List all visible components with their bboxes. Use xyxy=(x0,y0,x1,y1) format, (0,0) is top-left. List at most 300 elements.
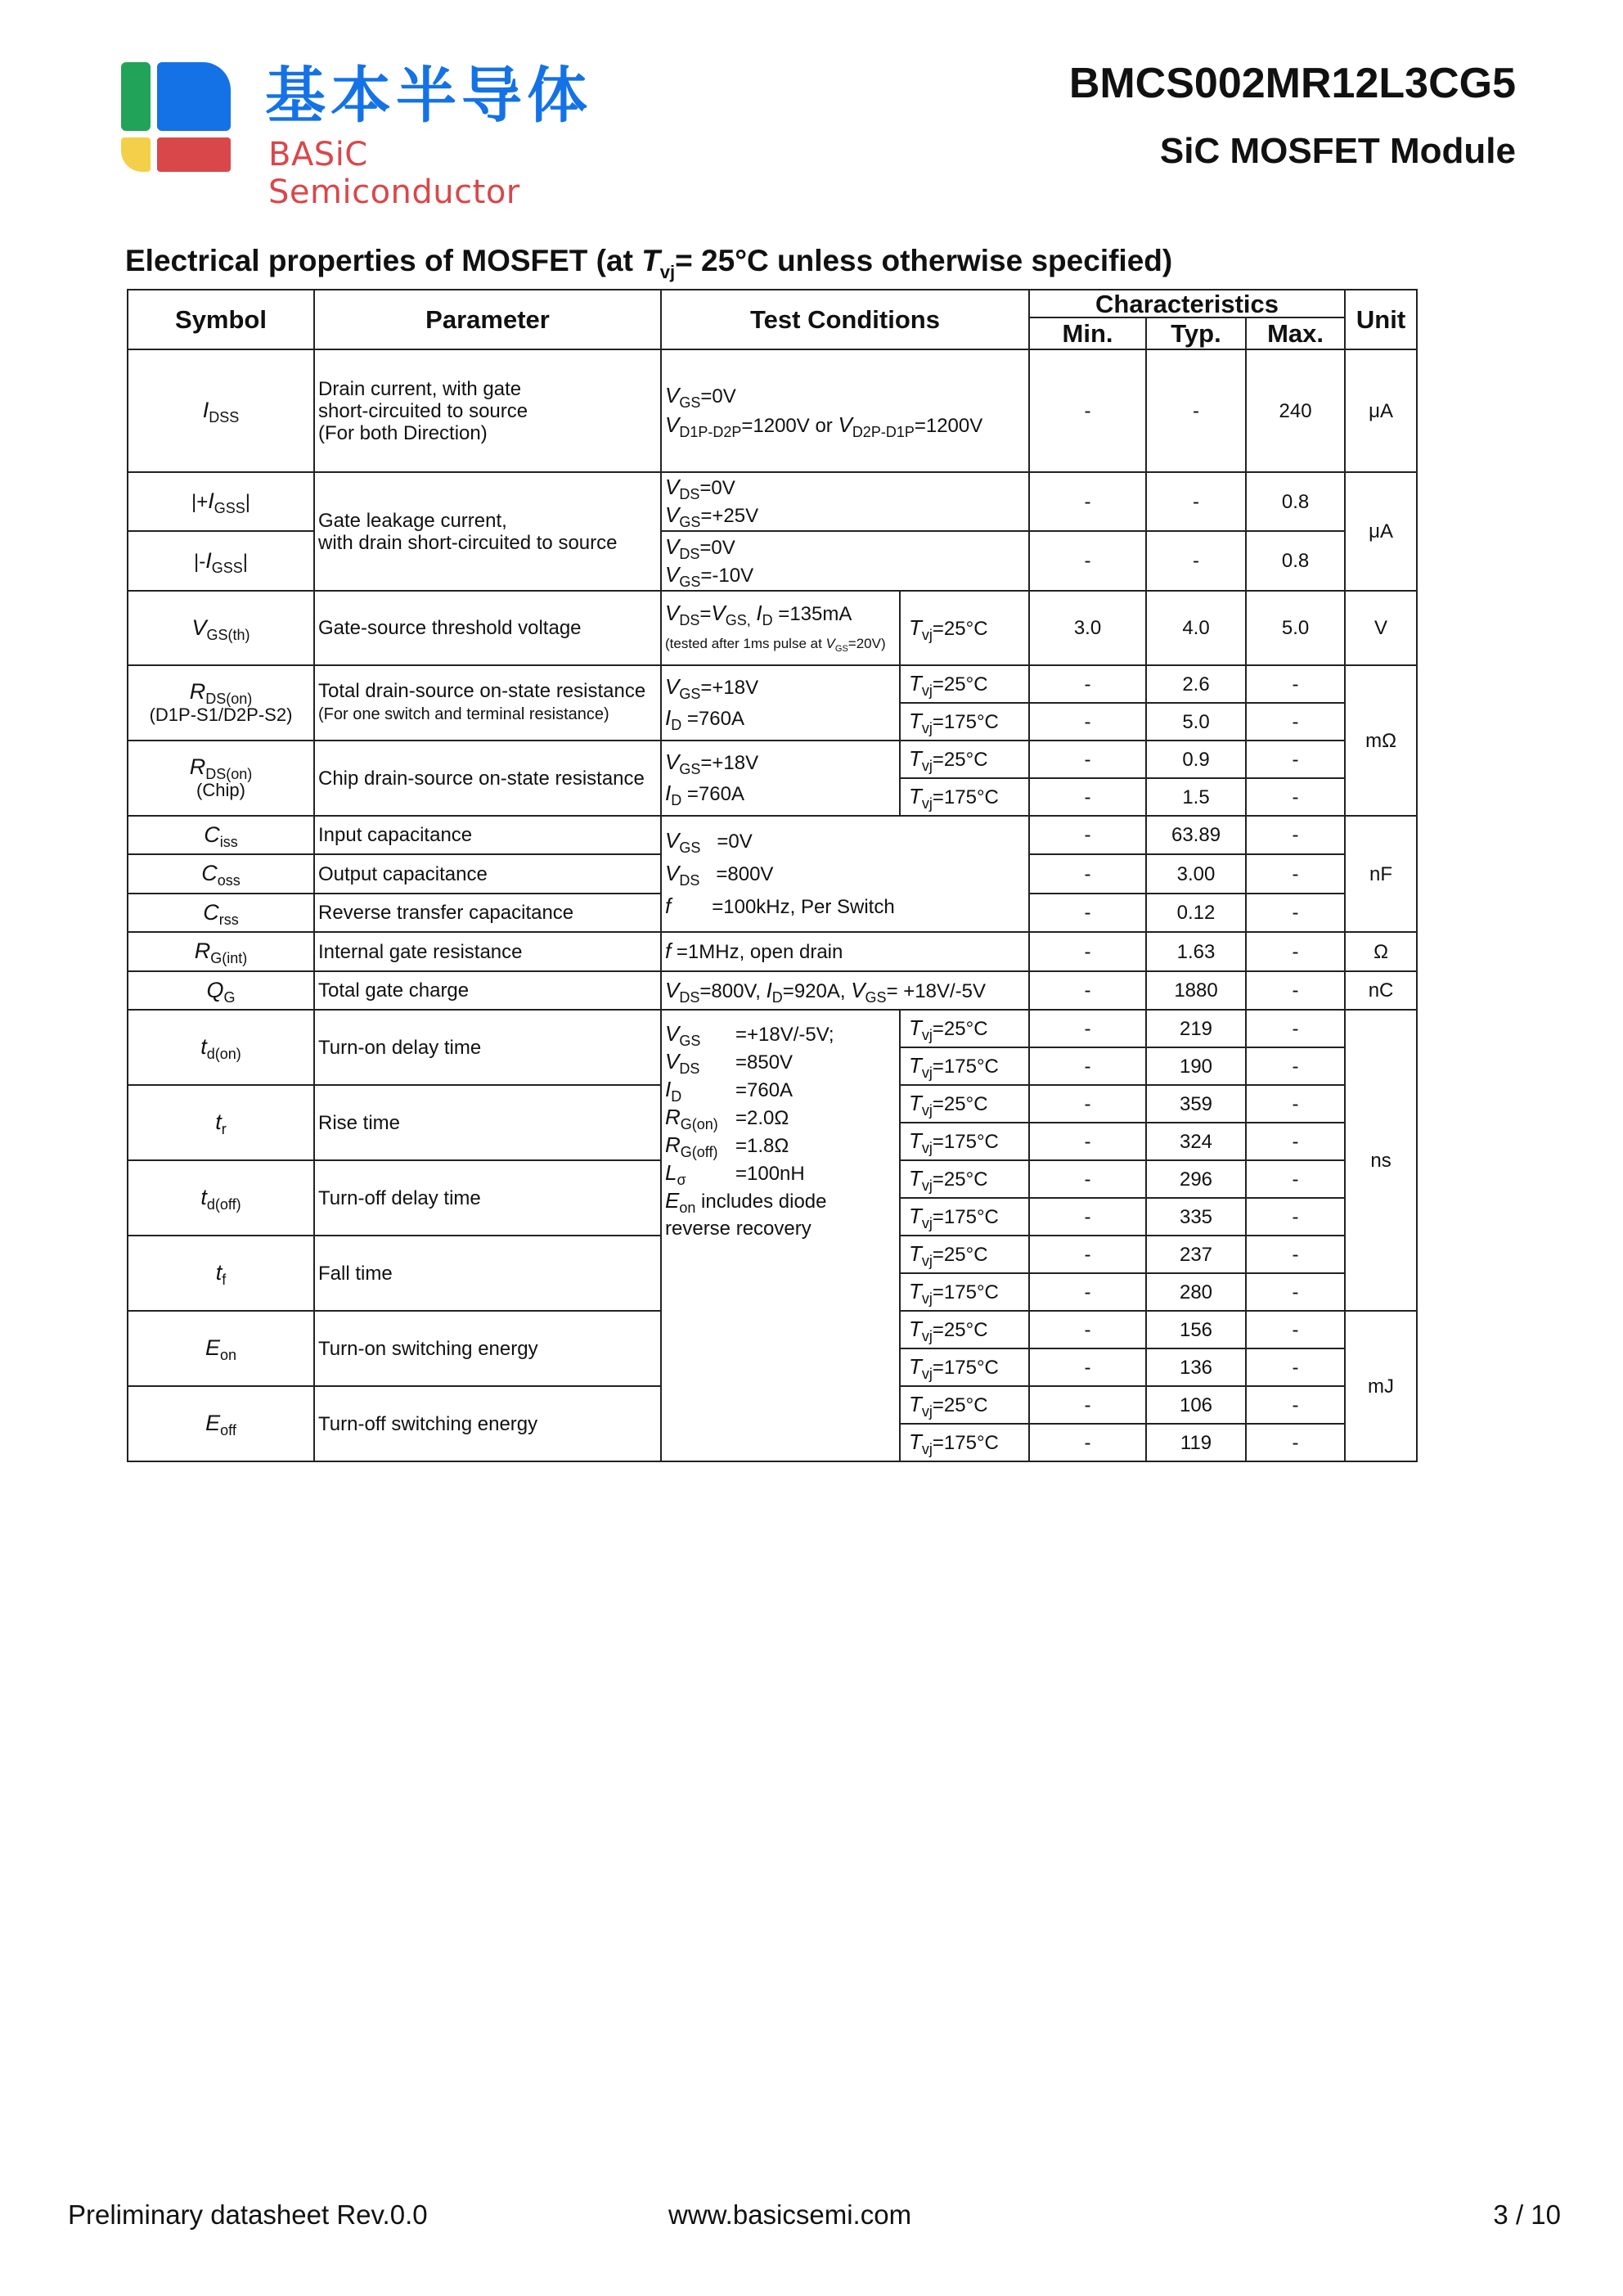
max-igss-pos: 0.8 xyxy=(1246,472,1345,531)
cell-text-fragment: G xyxy=(223,988,236,1006)
cell-text-fragment: includes diode xyxy=(695,1191,827,1213)
cell-text-fragment: (For both Direction) xyxy=(318,421,488,444)
cell-text-fragment: I xyxy=(205,547,212,573)
min-eon-25: - xyxy=(1029,1311,1146,1348)
cell-text-fragment: =1200V xyxy=(914,415,983,437)
max-rdson-chip-25: - xyxy=(1246,741,1345,778)
tvj-rdson-chip-25 xyxy=(900,741,1029,778)
max-qg: - xyxy=(1246,971,1345,1010)
unit-igss: μA xyxy=(1345,472,1417,591)
cell-text-fragment: d(off) xyxy=(206,1196,241,1213)
typ-tf-25: 237 xyxy=(1146,1236,1246,1273)
symbol-tdon xyxy=(128,1010,314,1085)
header-characteristics: Characteristics xyxy=(1029,290,1345,317)
symbol-igss-pos xyxy=(128,472,314,531)
cell-text-fragment: =920A, xyxy=(782,979,852,1002)
symbol-rgint xyxy=(128,932,314,971)
header-min: Min. xyxy=(1029,317,1146,349)
conditions-switching xyxy=(661,1010,900,1461)
cell-text-fragment: I xyxy=(766,977,772,1002)
cell-text-fragment: V xyxy=(665,977,680,1002)
cell-text-fragment: =+18V xyxy=(700,677,759,699)
cell-text-fragment: I xyxy=(665,705,672,730)
cell-text-fragment: V xyxy=(665,674,680,699)
min-rdson-chip-25: - xyxy=(1029,741,1146,778)
cell-text-fragment: =25°C xyxy=(932,1319,988,1341)
unit-vgsth: V xyxy=(1345,591,1417,665)
cell-text-fragment: r xyxy=(221,1121,227,1137)
product-type: SiC MOSFET Module xyxy=(1159,131,1516,171)
cell-text-fragment: G(int) xyxy=(210,950,248,966)
header-parameter: Parameter xyxy=(314,290,661,349)
symbol-tr xyxy=(128,1085,314,1160)
cell-text-fragment: =+18V/-5V; xyxy=(735,1024,834,1046)
symbol-crss xyxy=(128,894,314,932)
parameter-eoff: Turn-off switching energy xyxy=(314,1386,661,1461)
cell-text-fragment: =800V, xyxy=(699,979,767,1002)
cell-text-fragment: vj xyxy=(921,1403,933,1420)
parameter-tf: Fall time xyxy=(314,1236,661,1311)
cell-text-fragment: T xyxy=(909,1392,922,1416)
cell-text-fragment: V xyxy=(665,412,680,437)
cell-text-fragment: t xyxy=(215,1110,222,1134)
cell-text-fragment: GS xyxy=(679,840,701,856)
cell-text-fragment: V xyxy=(665,861,680,885)
conditions-capacitance xyxy=(661,816,1029,932)
min-tf-25: - xyxy=(1029,1236,1146,1273)
min-ciss: - xyxy=(1029,816,1146,854)
tvj-tdoff-25 xyxy=(900,1160,1029,1198)
section-title-symbol: T xyxy=(641,244,660,277)
cell-text-fragment: = xyxy=(699,602,712,625)
cell-text-fragment: on xyxy=(219,1347,237,1363)
cell-text-fragment: GS xyxy=(679,514,701,530)
typ-eon-175: 136 xyxy=(1146,1348,1246,1386)
cell-text-fragment: GS xyxy=(679,686,701,702)
typ-idss: - xyxy=(1146,349,1246,472)
symbol-eon xyxy=(128,1311,314,1386)
min-eoff-25: - xyxy=(1029,1386,1146,1424)
cell-text-fragment: =+25V xyxy=(700,505,759,527)
symbol-idss xyxy=(128,349,314,472)
cell-text-fragment: vj xyxy=(921,1366,933,1382)
cell-text-fragment: =1200V or xyxy=(741,415,838,437)
cell-text-fragment: Total drain-source on-state resistance xyxy=(318,680,646,702)
cell-text-fragment: V xyxy=(665,561,680,587)
min-crss: - xyxy=(1029,894,1146,932)
max-tf-25: - xyxy=(1246,1236,1345,1273)
symbol-igss-neg xyxy=(128,531,314,591)
typ-ciss: 63.89 xyxy=(1146,816,1246,854)
cell-text-fragment: =850V xyxy=(735,1051,794,1074)
cell-text-fragment: DS(on) xyxy=(205,690,253,707)
cell-text-fragment: T xyxy=(909,1429,922,1454)
section-title-subscript: vj xyxy=(659,262,676,282)
cell-text-fragment: =0V xyxy=(700,385,736,407)
min-tf-175: - xyxy=(1029,1273,1146,1311)
cell-text-fragment: | xyxy=(242,550,248,573)
cell-text-fragment: L xyxy=(665,1160,677,1185)
cell-text-fragment: V xyxy=(665,1021,680,1046)
cell-text-fragment: R xyxy=(189,678,206,704)
cell-text-fragment: I xyxy=(208,488,214,513)
min-tdon-25: - xyxy=(1029,1010,1146,1047)
cell-text-fragment: =760A xyxy=(735,1079,794,1101)
header-typ: Typ. xyxy=(1146,317,1246,349)
cell-text-fragment: =+18V xyxy=(700,752,759,774)
typ-igss-pos: - xyxy=(1146,472,1246,531)
tvj-eon-25 xyxy=(900,1311,1029,1348)
typ-rdson-total-25: 2.6 xyxy=(1146,665,1246,703)
cell-text-fragment: V xyxy=(665,600,680,625)
part-number: BMCS002MR12L3CG5 xyxy=(1068,60,1516,107)
table-row-igss-pos xyxy=(128,472,1417,531)
cell-text-fragment: vj xyxy=(921,626,933,643)
cell-text-fragment: d(on) xyxy=(206,1046,241,1062)
cell-text-fragment: T xyxy=(909,784,922,808)
parameter-coss: Output capacitance xyxy=(314,854,661,894)
cell-text-fragment: GSS xyxy=(214,500,245,516)
cell-text-fragment: =175°C xyxy=(932,1357,999,1379)
cell-text-fragment: D xyxy=(671,717,682,733)
typ-tr-175: 324 xyxy=(1146,1123,1246,1160)
min-coss: - xyxy=(1029,854,1146,894)
min-rdson-total-25: - xyxy=(1029,665,1146,703)
cell-text-fragment: vj xyxy=(921,1253,933,1269)
cell-text-fragment: V xyxy=(665,475,680,499)
symbol-eoff xyxy=(128,1386,314,1461)
max-igss-neg: 0.8 xyxy=(1246,531,1345,591)
cell-text-fragment: =800V xyxy=(716,863,774,885)
min-eon-175: - xyxy=(1029,1348,1146,1386)
cell-text-fragment: V xyxy=(665,1049,680,1074)
cell-text-fragment: E xyxy=(205,1335,220,1360)
min-vgsth: 3.0 xyxy=(1029,591,1146,665)
company-logo xyxy=(121,61,604,211)
cell-text-fragment: =175°C xyxy=(932,1281,999,1303)
typ-tdoff-175: 335 xyxy=(1146,1198,1246,1236)
cell-text-fragment: t xyxy=(200,1185,207,1209)
cell-text-fragment: T xyxy=(909,746,922,771)
cell-text-fragment: GS xyxy=(834,643,848,654)
cell-text-fragment: =100nH xyxy=(735,1163,805,1185)
parameter-crss: Reverse transfer capacitance xyxy=(314,894,661,932)
typ-tdoff-25: 296 xyxy=(1146,1160,1246,1198)
cell-text-fragment: T xyxy=(909,671,922,696)
min-tdoff-25: - xyxy=(1029,1160,1146,1198)
parameter-igss xyxy=(314,472,661,591)
typ-qg: 1880 xyxy=(1146,971,1246,1010)
cell-text-fragment: V xyxy=(825,635,835,651)
max-eoff-175: - xyxy=(1246,1424,1345,1461)
unit-rgint: Ω xyxy=(1345,932,1417,971)
max-rgint: - xyxy=(1246,932,1345,971)
conditions-rdson-chip xyxy=(661,741,900,816)
cell-text-fragment: vj xyxy=(921,720,933,736)
cell-text-fragment: vj xyxy=(921,1102,933,1119)
cell-text-fragment: = +18V/-5V xyxy=(886,979,986,1002)
table-row-vgsth xyxy=(128,591,1417,665)
parameter-rdson-chip: Chip drain-source on-state resistance xyxy=(314,741,661,816)
header-symbol: Symbol xyxy=(128,290,314,349)
min-rgint: - xyxy=(1029,932,1146,971)
unit-rdson: mΩ xyxy=(1345,665,1417,816)
typ-eon-25: 156 xyxy=(1146,1311,1246,1348)
symbol-ciss xyxy=(128,816,314,854)
parameter-tr: Rise time xyxy=(314,1085,661,1160)
conditions-igss-pos xyxy=(661,472,1029,531)
cell-text-fragment: G(off) xyxy=(680,1144,718,1160)
typ-rdson-total-175: 5.0 xyxy=(1146,703,1246,741)
cell-text-fragment: =175°C xyxy=(932,1056,999,1078)
tvj-tf-175 xyxy=(900,1273,1029,1311)
cell-text-fragment: GS xyxy=(679,394,701,411)
cell-text-fragment: DS xyxy=(679,988,700,1006)
cell-text-fragment: =25°C xyxy=(932,749,988,771)
symbol-tdoff xyxy=(128,1160,314,1236)
symbol-qg xyxy=(128,971,314,1010)
cell-text-fragment: T xyxy=(909,709,922,733)
cell-text-fragment: T xyxy=(909,1354,922,1379)
parameter-ciss: Input capacitance xyxy=(314,816,661,854)
tvj-vgsth xyxy=(900,591,1029,665)
cell-text-fragment: f xyxy=(222,1272,227,1288)
table-row-idss xyxy=(128,349,1417,472)
cell-text-fragment: =25°C xyxy=(932,1093,988,1115)
typ-tdon-175: 190 xyxy=(1146,1047,1246,1085)
parameter-idss xyxy=(314,349,661,472)
footer-website-link[interactable]: www.basicsemi.com xyxy=(668,2199,912,2230)
cell-text-fragment: DSS xyxy=(209,409,240,425)
cell-text-fragment: f xyxy=(665,894,672,918)
cell-text-fragment: V xyxy=(191,615,207,640)
min-tr-175: - xyxy=(1029,1123,1146,1160)
tvj-tdon-175 xyxy=(900,1047,1029,1085)
typ-eoff-25: 106 xyxy=(1146,1386,1246,1424)
cell-text-fragment: V xyxy=(665,502,680,527)
table-row-rdson-chip-25 xyxy=(128,741,1417,778)
tvj-eon-175 xyxy=(900,1348,1029,1386)
cell-text-fragment: V xyxy=(665,383,680,407)
cell-text-fragment: (D1P-S1/D2P-S2) xyxy=(149,704,293,725)
max-tdoff-25: - xyxy=(1246,1160,1345,1198)
parameter-vgsth: Gate-source threshold voltage xyxy=(314,591,661,665)
typ-tf-175: 280 xyxy=(1146,1273,1246,1311)
table-header-row xyxy=(128,290,1417,317)
cell-text-fragment: vj xyxy=(921,682,933,699)
cell-text-fragment: D xyxy=(771,988,783,1006)
tvj-rdson-total-175 xyxy=(900,703,1029,741)
parameter-tdon: Turn-on delay time xyxy=(314,1010,661,1085)
cell-text-fragment: off xyxy=(220,1422,236,1438)
typ-crss: 0.12 xyxy=(1146,894,1246,932)
cell-text-fragment: D2P-D1P xyxy=(852,424,915,440)
cell-text-fragment: on xyxy=(679,1200,696,1216)
tvj-rdson-total-25 xyxy=(900,665,1029,703)
min-tdoff-175: - xyxy=(1029,1198,1146,1236)
table-row-ciss xyxy=(128,816,1417,854)
min-idss: - xyxy=(1029,349,1146,472)
table-row-rgint xyxy=(128,932,1417,971)
min-qg: - xyxy=(1029,971,1146,1010)
cell-text-fragment: (tested after 1ms pulse at xyxy=(665,635,826,651)
cell-text-fragment: T xyxy=(909,1053,922,1078)
cell-text-fragment: =25°C xyxy=(932,617,988,640)
cell-text-fragment: GS xyxy=(679,573,701,590)
max-crss: - xyxy=(1246,894,1345,932)
cell-text-fragment: T xyxy=(909,1166,922,1191)
logo-mark-red xyxy=(157,137,231,172)
cell-text-fragment: =25°C xyxy=(932,1394,988,1416)
cell-text-fragment: t xyxy=(200,1034,207,1059)
cell-text-fragment: vj xyxy=(921,758,933,774)
cell-text-fragment: =175°C xyxy=(932,786,999,808)
cell-text-fragment: T xyxy=(909,1204,922,1228)
min-rdson-chip-175: - xyxy=(1029,778,1146,816)
cell-text-fragment: vj xyxy=(921,1140,933,1156)
cell-text-fragment: DS(on) xyxy=(205,765,253,782)
cell-text-fragment: =-10V xyxy=(700,564,754,587)
cell-text-fragment: DS xyxy=(679,545,700,562)
max-eoff-25: - xyxy=(1246,1386,1345,1424)
cell-text-fragment: V xyxy=(711,600,726,625)
conditions-qg xyxy=(661,971,1029,1010)
cell-text-fragment: σ xyxy=(677,1172,686,1188)
cell-text-fragment: I xyxy=(202,398,209,422)
cell-text-fragment: with drain short-circuited to source xyxy=(318,531,618,554)
max-coss: - xyxy=(1246,854,1345,894)
conditions-vgsth xyxy=(661,591,900,665)
cell-text-fragment: oss xyxy=(217,872,241,889)
cell-text-fragment: Gate leakage current, xyxy=(318,509,507,532)
cell-text-fragment: I xyxy=(665,1077,672,1101)
cell-text-fragment: vj xyxy=(921,1177,933,1194)
unit-qg: nC xyxy=(1345,971,1417,1010)
cell-text-fragment: vj xyxy=(921,1441,933,1457)
cell-text-fragment: iss xyxy=(219,833,238,850)
footer-page-number: 3 / 10 xyxy=(1493,2199,1561,2230)
typ-eoff-175: 119 xyxy=(1146,1424,1246,1461)
cell-text-fragment: G(on) xyxy=(680,1116,718,1132)
cell-text-fragment: =760A xyxy=(681,708,744,730)
symbol-tf xyxy=(128,1236,314,1311)
section-title-suffix: = 25°C unless otherwise specified) xyxy=(675,244,1173,277)
cell-text-fragment: R xyxy=(665,1105,681,1129)
cell-text-fragment: V xyxy=(665,828,680,853)
cell-text-fragment: =0V xyxy=(699,536,735,559)
cell-text-fragment: =20V) xyxy=(847,635,886,651)
cell-text-fragment: =2.0Ω xyxy=(735,1107,789,1129)
section-title xyxy=(125,244,1173,282)
cell-text-fragment: =100kHz, Per Switch xyxy=(712,896,895,918)
cell-text-fragment: vj xyxy=(921,1065,933,1081)
cell-text-fragment: reverse recovery xyxy=(665,1218,812,1240)
cell-text-fragment: GS xyxy=(679,761,701,777)
symbol-rdson-chip xyxy=(128,741,314,816)
min-tdon-175: - xyxy=(1029,1047,1146,1085)
table-row-tdon-25 xyxy=(128,1010,1417,1047)
max-rdson-total-25: - xyxy=(1246,665,1345,703)
max-rdson-chip-175: - xyxy=(1246,778,1345,816)
cell-text-fragment: T xyxy=(909,1317,922,1341)
cell-text-fragment: t xyxy=(215,1260,223,1285)
parameter-eon: Turn-on switching energy xyxy=(314,1311,661,1386)
cell-text-fragment: =135mA xyxy=(772,602,852,625)
logo-mark-blue xyxy=(157,62,231,131)
min-rdson-total-175: - xyxy=(1029,703,1146,741)
min-tr-25: - xyxy=(1029,1085,1146,1123)
tvj-tf-25 xyxy=(900,1236,1029,1273)
cell-text-fragment: V xyxy=(838,412,852,437)
typ-igss-neg: - xyxy=(1146,531,1246,591)
header-max: Max. xyxy=(1246,317,1345,349)
cell-text-fragment: T xyxy=(909,1279,922,1303)
cell-text-fragment: D1P-D2P xyxy=(679,424,742,440)
max-tr-25: - xyxy=(1246,1085,1345,1123)
table-row-qg xyxy=(128,971,1417,1010)
unit-energy: mJ xyxy=(1345,1311,1417,1461)
tvj-tr-25 xyxy=(900,1085,1029,1123)
max-tf-175: - xyxy=(1246,1273,1345,1311)
cell-text-fragment: GS, xyxy=(725,611,751,628)
cell-text-fragment: GSS xyxy=(211,559,243,576)
cell-text-fragment: T xyxy=(909,1015,922,1040)
cell-text-fragment: (For one switch and terminal resistance) xyxy=(318,705,609,723)
cell-text-fragment: =175°C xyxy=(932,1206,999,1228)
cell-text-fragment: GS xyxy=(865,988,887,1006)
footer-revision: Preliminary datasheet Rev.0.0 xyxy=(68,2199,428,2230)
typ-tr-25: 359 xyxy=(1146,1085,1246,1123)
cell-text-fragment: vj xyxy=(921,1215,933,1231)
cell-text-fragment: Q xyxy=(206,977,224,1002)
cell-text-fragment: =1.8Ω xyxy=(735,1135,789,1157)
cell-text-fragment: vj xyxy=(921,1328,933,1344)
cell-text-fragment: E xyxy=(665,1188,680,1213)
cell-text-fragment: DS xyxy=(679,611,700,628)
section-title-prefix: Electrical properties of MOSFET (at xyxy=(125,244,642,277)
vgsth-test-note xyxy=(665,635,886,654)
max-ciss: - xyxy=(1246,816,1345,854)
unit-time: ns xyxy=(1345,1010,1417,1311)
conditions-rdson-total xyxy=(661,665,900,741)
cell-text-fragment: D xyxy=(671,792,682,808)
symbol-vgsth xyxy=(128,591,314,665)
typ-tdon-25: 219 xyxy=(1146,1010,1246,1047)
logo-text-chinese: 基本半导体 xyxy=(265,61,592,131)
unit-idss: μA xyxy=(1345,349,1417,472)
cell-text-fragment: short-circuited to source xyxy=(318,399,528,422)
cell-text-fragment: D xyxy=(671,1088,682,1105)
cell-text-fragment: V xyxy=(665,750,680,774)
cell-text-fragment: |- xyxy=(194,550,206,573)
typ-vgsth: 4.0 xyxy=(1146,591,1246,665)
cell-text-fragment: GS(th) xyxy=(206,626,250,643)
max-idss: 240 xyxy=(1246,349,1345,472)
unit-capacitance: nF xyxy=(1345,816,1417,932)
parameter-tdoff: Turn-off delay time xyxy=(314,1160,661,1236)
min-igss-neg: - xyxy=(1029,531,1146,591)
cell-text-fragment: E xyxy=(205,1411,221,1435)
header-unit: Unit xyxy=(1345,290,1417,349)
logo-mark-green xyxy=(121,62,151,131)
max-vgsth: 5.0 xyxy=(1246,591,1345,665)
symbol-rdson-total xyxy=(128,665,314,741)
parameter-rdson-total xyxy=(314,665,661,741)
cell-text-fragment: I xyxy=(665,781,672,805)
parameter-qg: Total gate charge xyxy=(314,971,661,1010)
table-row-rdson-total-25 xyxy=(128,665,1417,703)
typ-rdson-chip-175: 1.5 xyxy=(1146,778,1246,816)
